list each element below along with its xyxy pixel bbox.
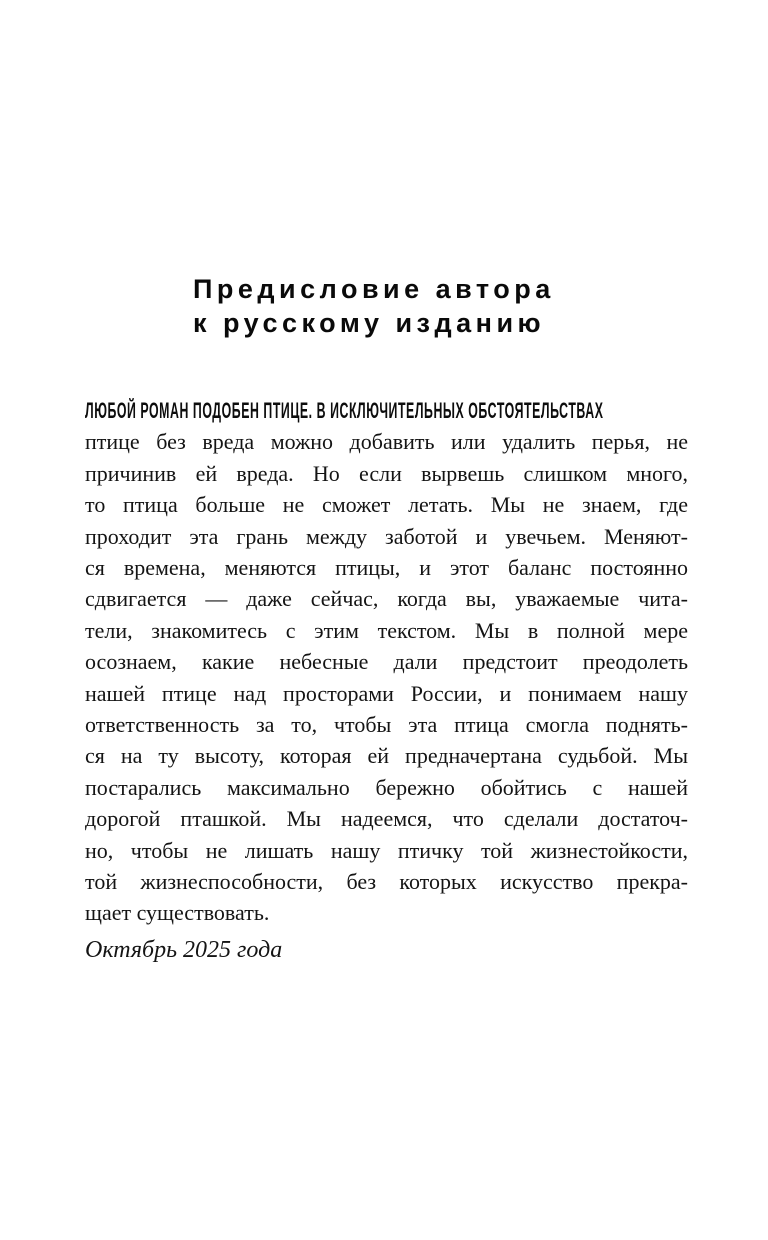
body-line: нашей птице над просторами России, и понимаем нашу <box>85 680 688 706</box>
body-line: ся на ту высоту, которая ей предначертана судьбой. Мы <box>85 743 688 769</box>
body-line: причинив ей вреда. Но если вырвешь слишком много, <box>85 460 688 486</box>
body-line: то птица больше не сможет летать. Мы не знаем, где <box>85 492 688 518</box>
body-line: тели, знакомитесь с этим текстом. Мы в полной мере <box>85 617 688 643</box>
body-line: постарались максимально бережно обойтись с нашей <box>85 774 688 800</box>
body-line: ответственность за то, чтобы эта птица смогла поднять- <box>85 712 688 738</box>
preface-text <box>85 395 688 966</box>
body-line: осознаем, какие небесные дали предстоит преодолеть <box>85 649 688 675</box>
body-line: проходит эта грань между заботой и увечьем. Меняют- <box>85 523 688 549</box>
body-line: той жизнеспособности, без которых искусство прекра- <box>85 869 688 895</box>
body-line: птице без вреда можно добавить или удалить перья, не <box>85 429 688 455</box>
chapter-title-line2: к русскому изданию <box>193 308 546 338</box>
body-line: ся времена, меняются птицы, и этот баланс постоянно <box>85 555 688 581</box>
lead-in-caps-line: ЛЮБОЙ РОМАН ПОДОБЕН ПТИЦЕ. В ИСКЛЮЧИТЕЛЬНЫХ ОБСТОЯТЕЛЬСТВАХ <box>85 398 604 423</box>
body-line: но, чтобы не лишать нашу птичку той жизнестойкости, <box>85 837 688 863</box>
chapter-title <box>193 272 555 340</box>
body-line: щает существовать. <box>85 900 270 926</box>
body-line: дорогой пташкой. Мы надеемся, что сделали достаточ- <box>85 806 688 832</box>
date-line: Октябрь 2025 года <box>85 936 283 963</box>
chapter-title-line1: Предисловие автора <box>193 274 555 304</box>
body-line: сдвигается — даже сейчас, когда вы, уважаемые чита- <box>85 586 688 612</box>
